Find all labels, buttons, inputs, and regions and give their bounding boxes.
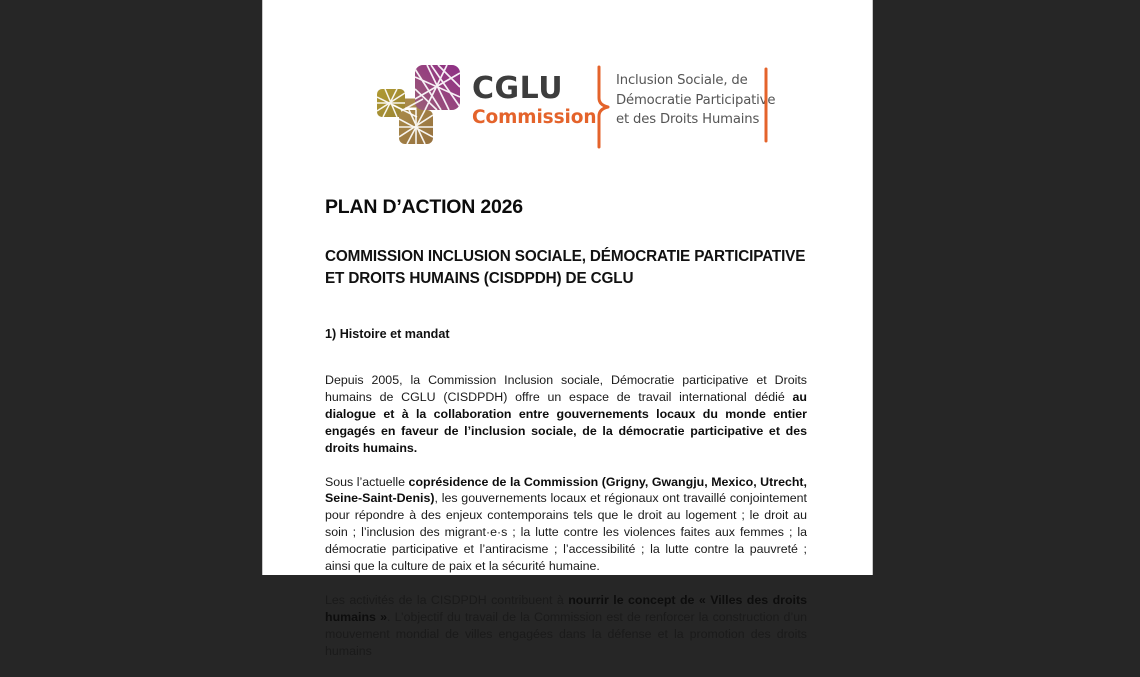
cglu-wordmark xyxy=(472,71,597,129)
logo-tagline-line-1: Inclusion Sociale, de xyxy=(616,73,748,88)
cglu-commission-logo xyxy=(371,63,781,155)
logo-tagline xyxy=(616,71,776,130)
para-1 xyxy=(325,372,807,457)
section-heading-histoire-et-mandat: 1) Histoire et mandat xyxy=(325,327,450,341)
text-run-bold: nourrir le concept de « Villes des droits humains » xyxy=(325,592,807,624)
document-content xyxy=(325,196,807,677)
logo-tagline-line-3: et des Droits Humains xyxy=(616,112,760,127)
wordmark-cglu: CGLU xyxy=(472,71,564,106)
para-2 xyxy=(325,474,807,575)
logo-left-bracket-icon xyxy=(595,67,611,147)
logo-tagline-line-2: Démocratie Participative xyxy=(616,92,776,108)
document-subtitle: COMMISSION INCLUSION SOCIALE, DÉMOCRATIE PARTICIPATIVE ET DROITS HUMAINS (CISDPDH) DE CGLU xyxy=(325,248,806,287)
para-3 xyxy=(325,592,807,660)
cglu-network-squares-logo-icon xyxy=(371,63,471,151)
text-run: Sous l’actuelle xyxy=(325,474,409,489)
page-edge-right xyxy=(872,0,873,575)
text-run: Les activités de la CISDPDH contribuent à xyxy=(325,592,569,607)
wordmark-commission: Commission xyxy=(472,107,597,128)
logo-right-bracket-icon xyxy=(761,69,775,141)
text-run: Depuis 2005, la Commission Inclusion sociale, Démocratie participative et Droits humains de CGLU (CISDPDH) offre un espace de travail international dédié xyxy=(325,373,807,404)
document-page xyxy=(263,0,872,658)
text-run-bold: au dialogue et à la collaboration entre gouvernements locaux du monde entier engagés en faveur de l’inclusion sociale, de la démocratie participative et des droits humains. xyxy=(325,389,807,455)
paragraph-list xyxy=(325,372,807,660)
page-title: PLAN D’ACTION 2026 xyxy=(325,196,523,218)
text-run: , les gouvernements locaux et régionaux ont travaillé conjointement pour répondre à des enjeux contemporains tels que le droit au logement ; le droit au soin ; l’inclusion des migrant·e·s ; la lutte contre les violences faites aux femmes ; la démocratie participative et l’antiracisme ; l’accessibilité ; la lutte contre la pauvreté ; ainsi que la culture de paix et la sécurité humaine. xyxy=(325,491,807,574)
text-run: . L’objectif du travail de la Commission est de renforcer la construction d’un mouvement mondial de villes engagées dans la défense et la promotion des droits humains xyxy=(325,609,807,658)
text-run-bold: coprésidence de la Commission (Grigny, Gwangju, Mexico, Utrecht, Seine-Saint-Denis) xyxy=(325,474,807,506)
